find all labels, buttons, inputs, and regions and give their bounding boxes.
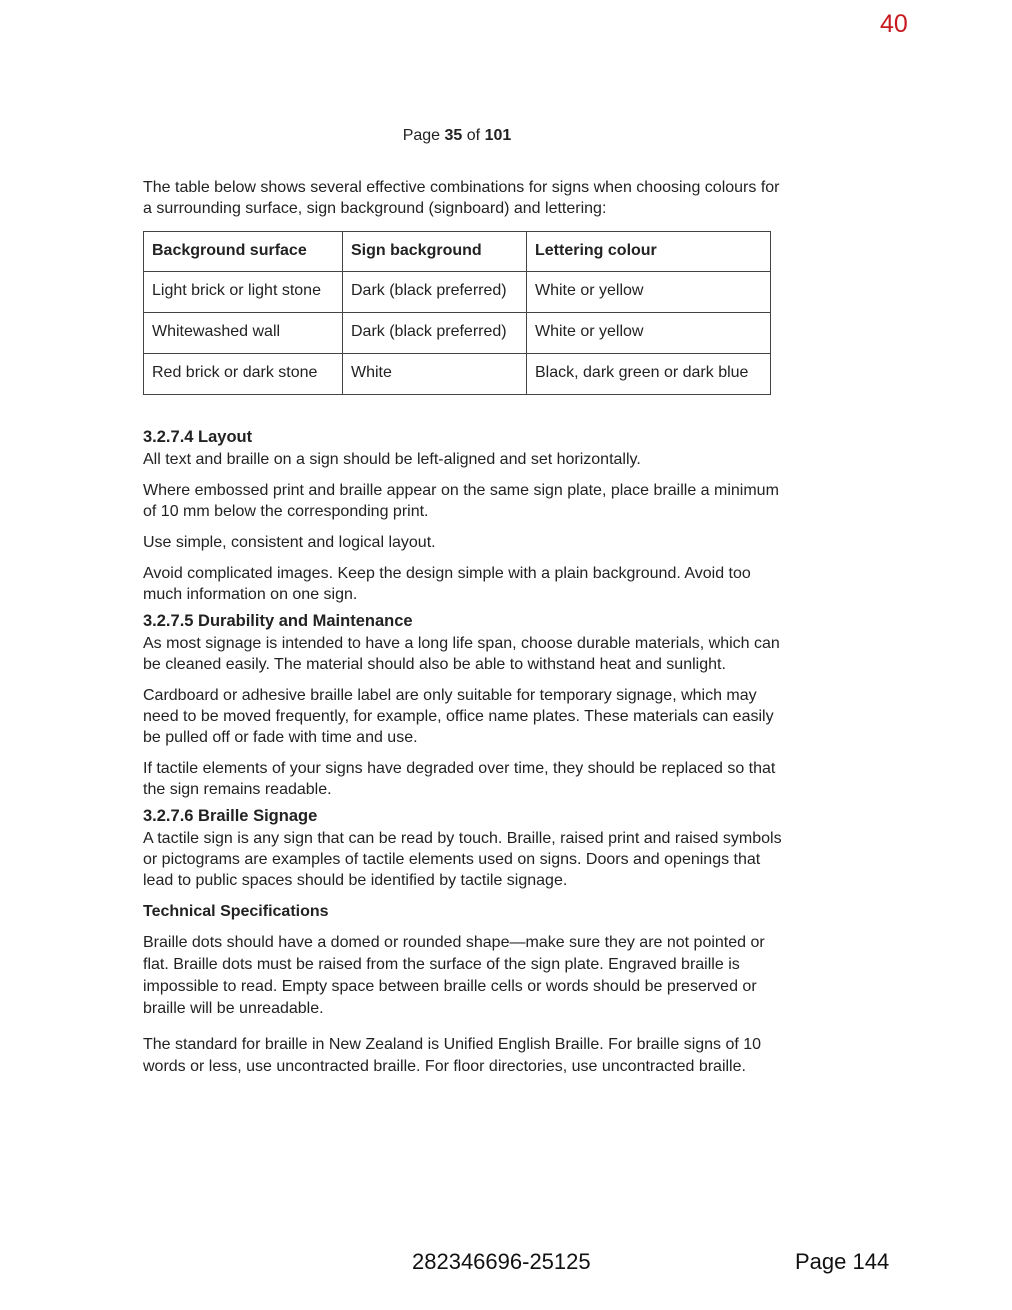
table-cell: Light brick or light stone xyxy=(144,272,343,313)
paragraph: All text and braille on a sign should be left-aligned and set horizontally. xyxy=(143,451,641,468)
paragraph: A tactile sign is any sign that can be read by touch. Braille, raised print and raised symbols or pictograms are examples of tactile elements used on signs. Doors and openings that lead to public spaces should be identified by tactile signage. xyxy=(143,830,782,889)
table-header-cell: Background surface xyxy=(144,232,343,272)
table-header-cell: Lettering colour xyxy=(527,232,771,272)
subheading-technical-specifications: Technical Specifications xyxy=(143,903,329,920)
paragraph: Avoid complicated images. Keep the design simple with a plain background. Avoid too much information on one sign. xyxy=(143,565,751,603)
table-cell: Dark (black preferred) xyxy=(343,272,527,313)
footer-document-id: 282346696-25125 xyxy=(412,1249,591,1274)
intro-paragraph: The table below shows several effective combinations for signs when choosing colours for a surrounding surface, sign background (signboard) and lettering: xyxy=(143,179,780,217)
table-cell: Black, dark green or dark blue xyxy=(527,354,771,395)
table-cell: White or yellow xyxy=(527,272,771,313)
table-header-cell: Sign background xyxy=(343,232,527,272)
table-cell: Red brick or dark stone xyxy=(144,354,343,395)
page-stamp-number: 40 xyxy=(880,10,908,38)
table-cell: White xyxy=(343,354,527,395)
paragraph: As most signage is intended to have a long life span, choose durable materials, which can be cleaned easily. The material should also be able to withstand heat and sunlight. xyxy=(143,635,780,673)
footer-page-label: Page 144 xyxy=(795,1249,890,1274)
section-heading-layout: 3.2.7.4 Layout xyxy=(143,428,253,446)
paragraph: Where embossed print and braille appear on the same sign plate, place braille a minimum of 10 mm below the corresponding print. xyxy=(143,482,779,520)
table-row xyxy=(144,313,771,354)
page-header-of: of xyxy=(466,127,481,144)
page-header-total: 101 xyxy=(484,127,512,144)
table-header-row xyxy=(144,232,771,272)
table-cell: Dark (black preferred) xyxy=(343,313,527,354)
paragraph: Use simple, consistent and logical layout. xyxy=(143,534,436,551)
paragraph: The standard for braille in New Zealand is Unified English Braille. For braille signs of 10 words or less, use uncontracted braille. For floor directories, use uncontracted braille. xyxy=(143,1036,762,1075)
colour-combinations-table xyxy=(143,231,771,395)
document-body xyxy=(143,177,783,1088)
page-header-prefix: Page xyxy=(402,127,441,144)
paragraph: Braille dots should have a domed or rounded shape—make sure they are not pointed or flat. Braille dots must be raised from the surface of the sign plate. Engraved braille is impossible to read. Empty space between braille cells or words should be preserved or braille will be unreadable. xyxy=(143,934,765,1017)
paragraph: If tactile elements of your signs have degraded over time, they should be replaced so that the sign remains readable. xyxy=(143,760,776,798)
section-heading-durability: 3.2.7.5 Durability and Maintenance xyxy=(143,612,413,630)
paragraph: Cardboard or adhesive braille label are only suitable for temporary signage, which may need to be moved frequently, for example, office name plates. These materials can easily be pulled off or fade with time and use. xyxy=(143,687,774,746)
table-cell: Whitewashed wall xyxy=(144,313,343,354)
page-header xyxy=(0,127,914,145)
section-heading-braille: 3.2.7.6 Braille Signage xyxy=(143,807,318,825)
table-row xyxy=(144,354,771,395)
table-cell: White or yellow xyxy=(527,313,771,354)
page-header-current: 35 xyxy=(444,127,463,144)
table-row xyxy=(144,272,771,313)
